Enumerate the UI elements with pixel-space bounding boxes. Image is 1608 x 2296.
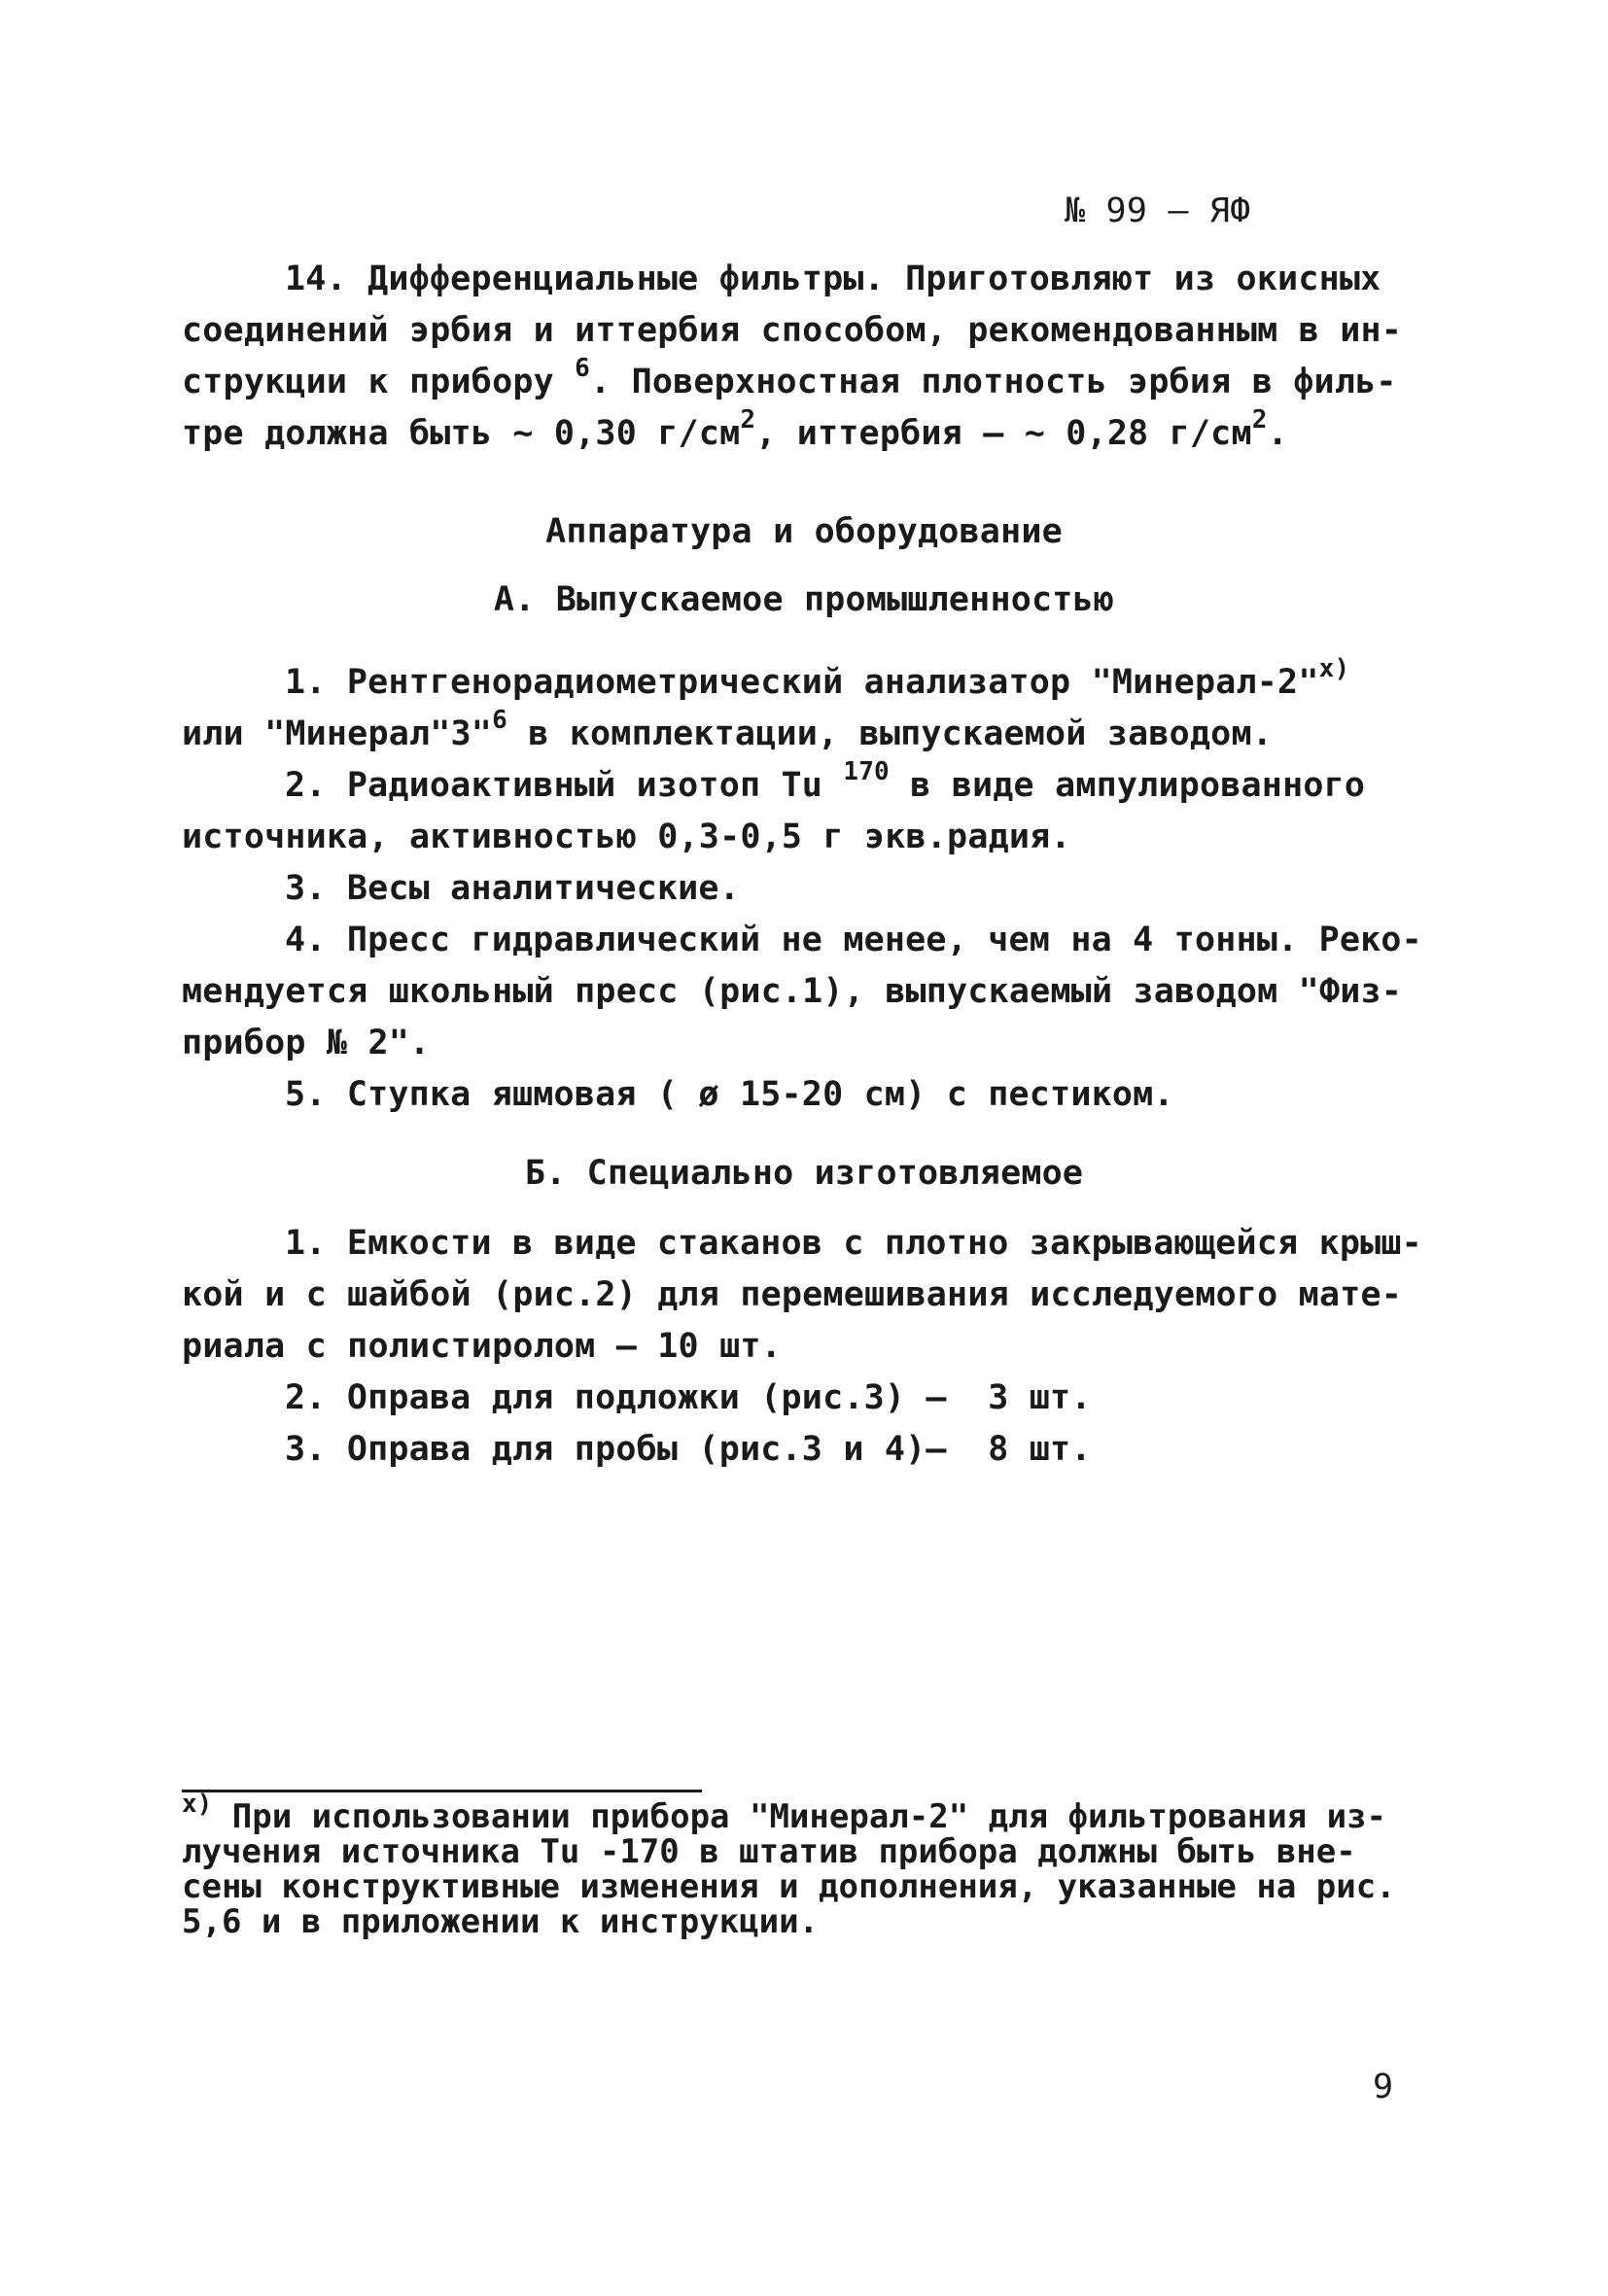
item14-line4: тре должна быть ~ 0,30 $г/см^2$, иттербия – ~ 0,28 $г/см^2$. — [182, 405, 1288, 453]
section-title: Аппаратура и оборудование — [545, 512, 1063, 551]
superscript-reference: 6 — [575, 354, 591, 384]
a-item3: 3. Весы аналитические. — [285, 869, 740, 908]
subsection-a-title: А. Выпускаемое промышленностью — [493, 580, 1115, 619]
a-item2-line2: источника, активностью 0,3-0,5 г экв.радия. — [182, 818, 1071, 856]
item14-line2: соединений эрбия и иттербия способом, рекомендованным в ин- — [182, 311, 1403, 350]
footnote-rule — [182, 1790, 702, 1792]
a-item4-line1: 4. Пресс гидравлический не менее, чем на 4 тонны. Реко- — [285, 921, 1422, 959]
page-number: 9 — [1373, 2068, 1394, 2106]
a-item1-line1: 1. Рентгенорадиометрический анализатор "Минерал-2"$^{х)}$ — [285, 654, 1350, 702]
a-item1-line2: или "Минерал"3"$^6$ в комплектации, выпускаемой заводом. — [182, 706, 1273, 753]
footnote-line2: лучения источника Tu -170 в штатив прибора должны быть вне- — [182, 1832, 1356, 1871]
b-item1-line1: 1. Емкости в виде стаканов с плотно закрывающейся крыш- — [285, 1224, 1422, 1263]
b-item1-line3: риала с полистиролом – 10 шт. — [182, 1327, 782, 1366]
item14-line3: струкции к прибору $^6$. Поверхностная плотность эрбия в филь- — [182, 354, 1397, 401]
a-item5: 5. Ступка яшмовая ( ø 15-20 см) с пестиком. — [285, 1075, 1174, 1114]
footnote-mark: х) — [182, 1789, 213, 1819]
a-item4-line2: мендуется школьный пресс (рис.1), выпускаемый заводом "Физ- — [182, 972, 1403, 1011]
subsection-b-title: Б. Специально изготовляемое — [524, 1154, 1084, 1193]
a-item4-line3: прибор № 2". — [182, 1024, 431, 1062]
document-number: № 99 – ЯФ — [1065, 191, 1251, 230]
footnote-line4: 5,6 и в приложении к инструкции. — [182, 1902, 820, 1941]
footnote-line1: $^{х)}$ При использовании прибора "Минерал-2" для фильтрования из- — [182, 1789, 1387, 1836]
b-item1-line2: кой и с шайбой (рис.2) для перемешивания исследуемого мате- — [182, 1275, 1403, 1314]
b-item3: 3. Оправа для пробы (рис.3 и 4)– 8 шт. — [285, 1430, 1092, 1469]
footnote-line3: сены конструктивные изменения и дополнения, указанные на рис. — [182, 1867, 1396, 1906]
b-item2: 2. Оправа для подложки (рис.3) – 3 шт. — [285, 1378, 1092, 1417]
a-item2-line1: 2. Радиоактивный изотоп Tu $^{170}$ в виде ампулированного — [285, 757, 1366, 805]
item14-line1: 14. Дифференциальные фильтры. Приготовляют из окисных — [285, 260, 1381, 298]
